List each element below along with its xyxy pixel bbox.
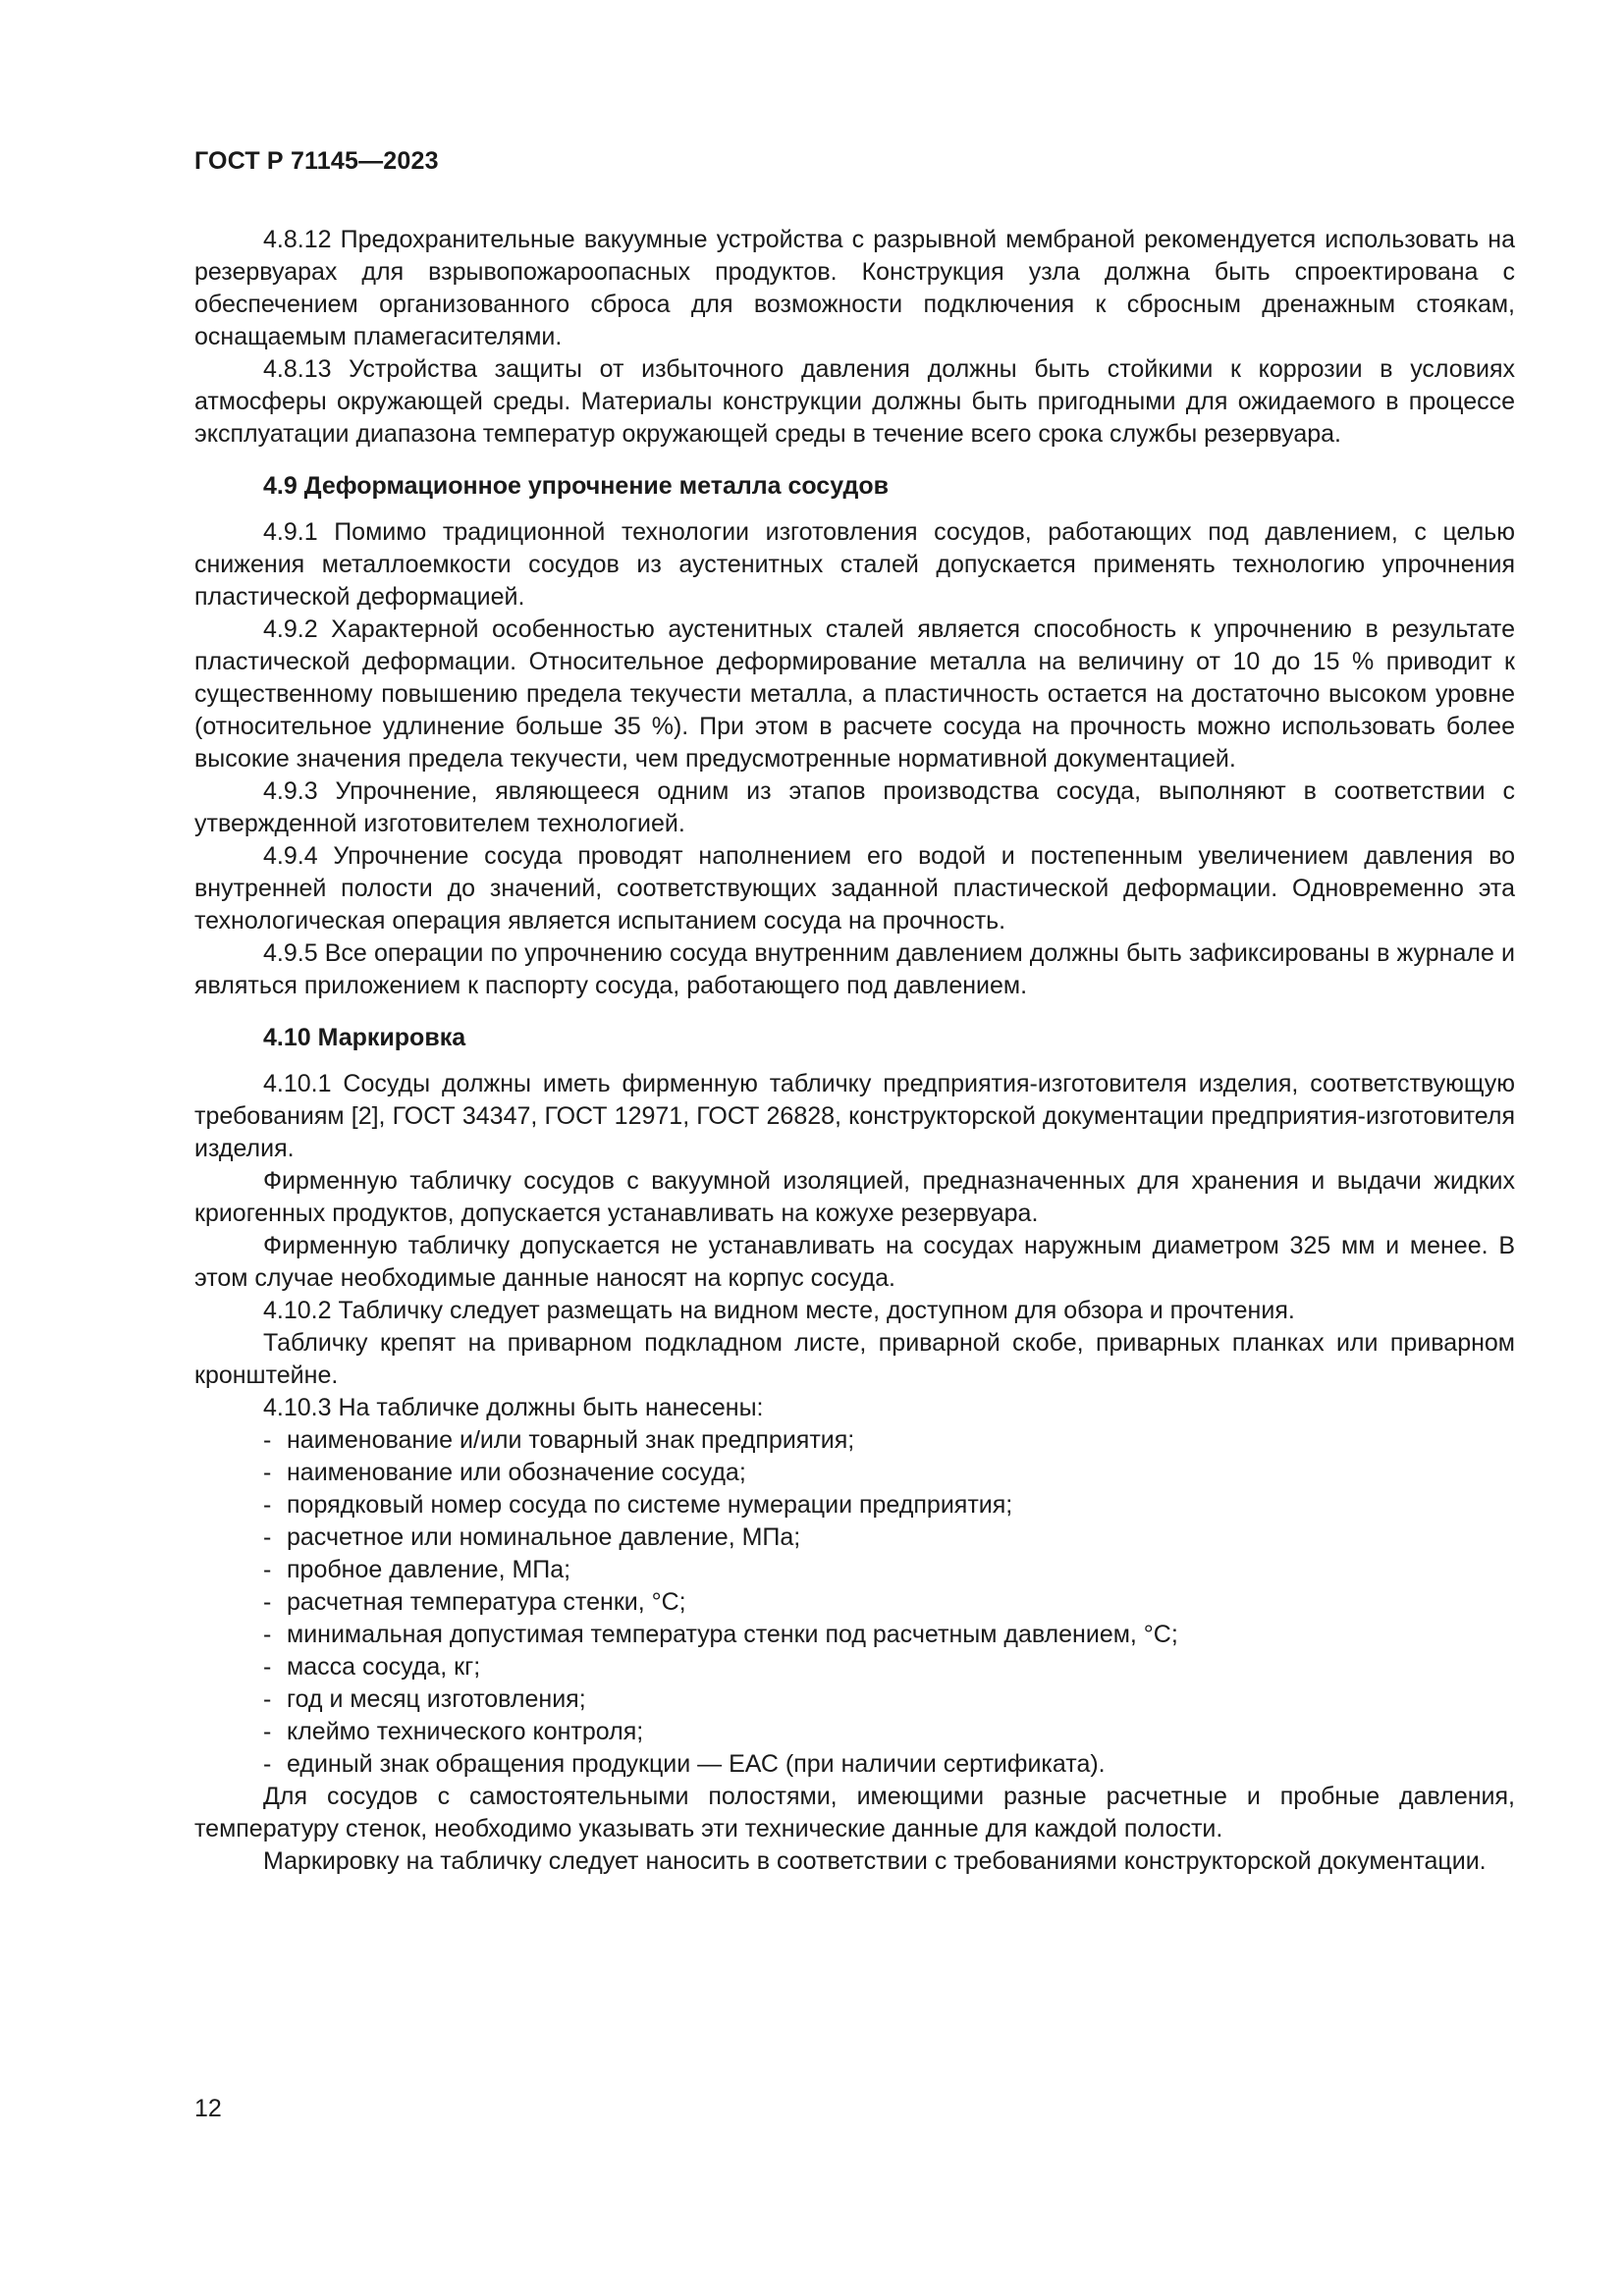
list-item <box>194 1716 1515 1748</box>
list-item-text: порядковый номер сосуда по системе нумерации предприятия; <box>287 1491 1013 1519</box>
list-item <box>194 1457 1515 1489</box>
list-dash: - <box>263 1685 272 1713</box>
page-number: 12 <box>194 2095 222 2122</box>
list-item-text: расчетная температура стенки, °С; <box>287 1588 686 1616</box>
section-heading: 4.10 Маркировка <box>263 1024 466 1051</box>
list-dash: - <box>263 1750 272 1778</box>
list-item <box>194 1424 1515 1457</box>
list-item <box>194 1489 1515 1522</box>
list-dash: - <box>263 1523 272 1551</box>
list-item <box>194 1619 1515 1651</box>
list-item-text: минимальная допустимая температура стенки под расчетным давлением, °С; <box>287 1621 1178 1648</box>
paragraph: 4.9.4 Упрочнение сосуда проводят наполнением его водой и постепенным увеличением давления во внутренней полости до значений, соответствующих заданной пластической деформации. Одновременно эта технологическая операция является испытанием сосуда на прочность. <box>194 842 1515 934</box>
document-body <box>194 224 1515 1878</box>
list-item-text: год и месяц изготовления; <box>287 1685 586 1713</box>
list-dash: - <box>263 1556 272 1583</box>
paragraph: 4.9.3 Упрочнение, являющееся одним из этапов производства сосуда, выполняют в соответствии с утвержденной изготовителем технологией. <box>194 777 1515 837</box>
paragraph: 4.9.5 Все операции по упрочнению сосуда внутренним давлением должны быть зафиксированы в журнале и являться приложением к паспорту сосуда, работающего под давлением. <box>194 939 1515 999</box>
list-item-text: расчетное или номинальное давление, МПа; <box>287 1523 801 1551</box>
paragraph: Фирменную табличку допускается не устанавливать на сосудах наружным диаметром 325 мм и менее. В этом случае необходимые данные наносят на корпус сосуда. <box>194 1232 1515 1292</box>
list-dash: - <box>263 1718 272 1745</box>
list-item-text: наименование или обозначение сосуда; <box>287 1459 746 1486</box>
paragraph: 4.8.12 Предохранительные вакуумные устройства с разрывной мембраной рекомендуется использовать на резервуарах для взрывопожароопасных продуктов. Конструкция узла должна быть спроектирована с обеспечением организованного сброса для возможности подключения к сбросным дренажным стоякам, оснащаемым пламегасителями. <box>194 226 1515 350</box>
paragraph: 4.9.1 Помимо традиционной технологии изготовления сосудов, работающих под давлением, с целью снижения металлоемкости сосудов из аустенитных сталей допускается применять технологию упрочнения пластической деформацией. <box>194 518 1515 611</box>
list-dash: - <box>263 1426 272 1454</box>
paragraph: Фирменную табличку сосудов с вакуумной изоляцией, предназначенных для хранения и выдачи жидких криогенных продуктов, допускается устанавливать на кожухе резервуара. <box>194 1167 1515 1227</box>
list-item-text: клеймо технического контроля; <box>287 1718 644 1745</box>
list-dash: - <box>263 1459 272 1486</box>
paragraph: Для сосудов с самостоятельными полостями, имеющими разные расчетные и пробные давления, температуру стенок, необходимо указывать эти технические данные для каждой полости. <box>194 1783 1515 1842</box>
list-dash: - <box>263 1653 272 1681</box>
list-dash: - <box>263 1491 272 1519</box>
list-item-text: единый знак обращения продукции — ЕАС (при наличии сертификата). <box>287 1750 1106 1778</box>
paragraph: 4.10.2 Табличку следует размещать на видном месте, доступном для обзора и прочтения. <box>263 1297 1295 1324</box>
list-item <box>194 1748 1515 1781</box>
page-header-standard: ГОСТ Р 71145—2023 <box>194 147 439 175</box>
paragraph: Маркировку на табличку следует наносить в соответствии с требованиями конструкторской документации. <box>263 1847 1487 1875</box>
list-item <box>194 1586 1515 1619</box>
list-item-text: наименование и/или товарный знак предприятия; <box>287 1426 855 1454</box>
paragraph: 4.10.3 На табличке должны быть нанесены: <box>263 1394 764 1421</box>
paragraph: Табличку крепят на приварном подкладном листе, приварной скобе, приварных планках или приварном кронштейне. <box>194 1329 1515 1389</box>
paragraph: 4.8.13 Устройства защиты от избыточного давления должны быть стойкими к коррозии в условиях атмосферы окружающей среды. Материалы конструкции должны быть пригодными для ожидаемого в процессе эксплуатации диапазона температур окружающей среды в течение всего срока службы резервуара. <box>194 355 1515 448</box>
list-item-text: масса сосуда, кг; <box>287 1653 481 1681</box>
list-item <box>194 1683 1515 1716</box>
list-item <box>194 1651 1515 1683</box>
list-item-text: пробное давление, МПа; <box>287 1556 571 1583</box>
paragraph: 4.9.2 Характерной особенностью аустенитных сталей является способность к упрочнению в результате пластической деформации. Относительное деформирование металла на величину от 10 до 15 % приводит к существенному повышению предела текучести металла, а пластичность остается на достаточно высоком уровне (относительное удлинение больше 35 %). При этом в расчете сосуда на прочность можно использовать более высокие значения предела текучести, чем предусмотренные нормативной документацией. <box>194 615 1515 773</box>
list-dash: - <box>263 1588 272 1616</box>
marking-list <box>194 1424 1515 1781</box>
list-dash: - <box>263 1621 272 1648</box>
list-item <box>194 1522 1515 1554</box>
paragraph: 4.10.1 Сосуды должны иметь фирменную табличку предприятия-изготовителя изделия, соответствующую требованиям [2], ГОСТ 34347, ГОСТ 12971, ГОСТ 26828, конструкторской документации предприятия-изготовителя изделия. <box>194 1070 1515 1162</box>
list-item <box>194 1554 1515 1586</box>
section-heading: 4.9 Деформационное упрочнение металла сосудов <box>263 472 889 500</box>
